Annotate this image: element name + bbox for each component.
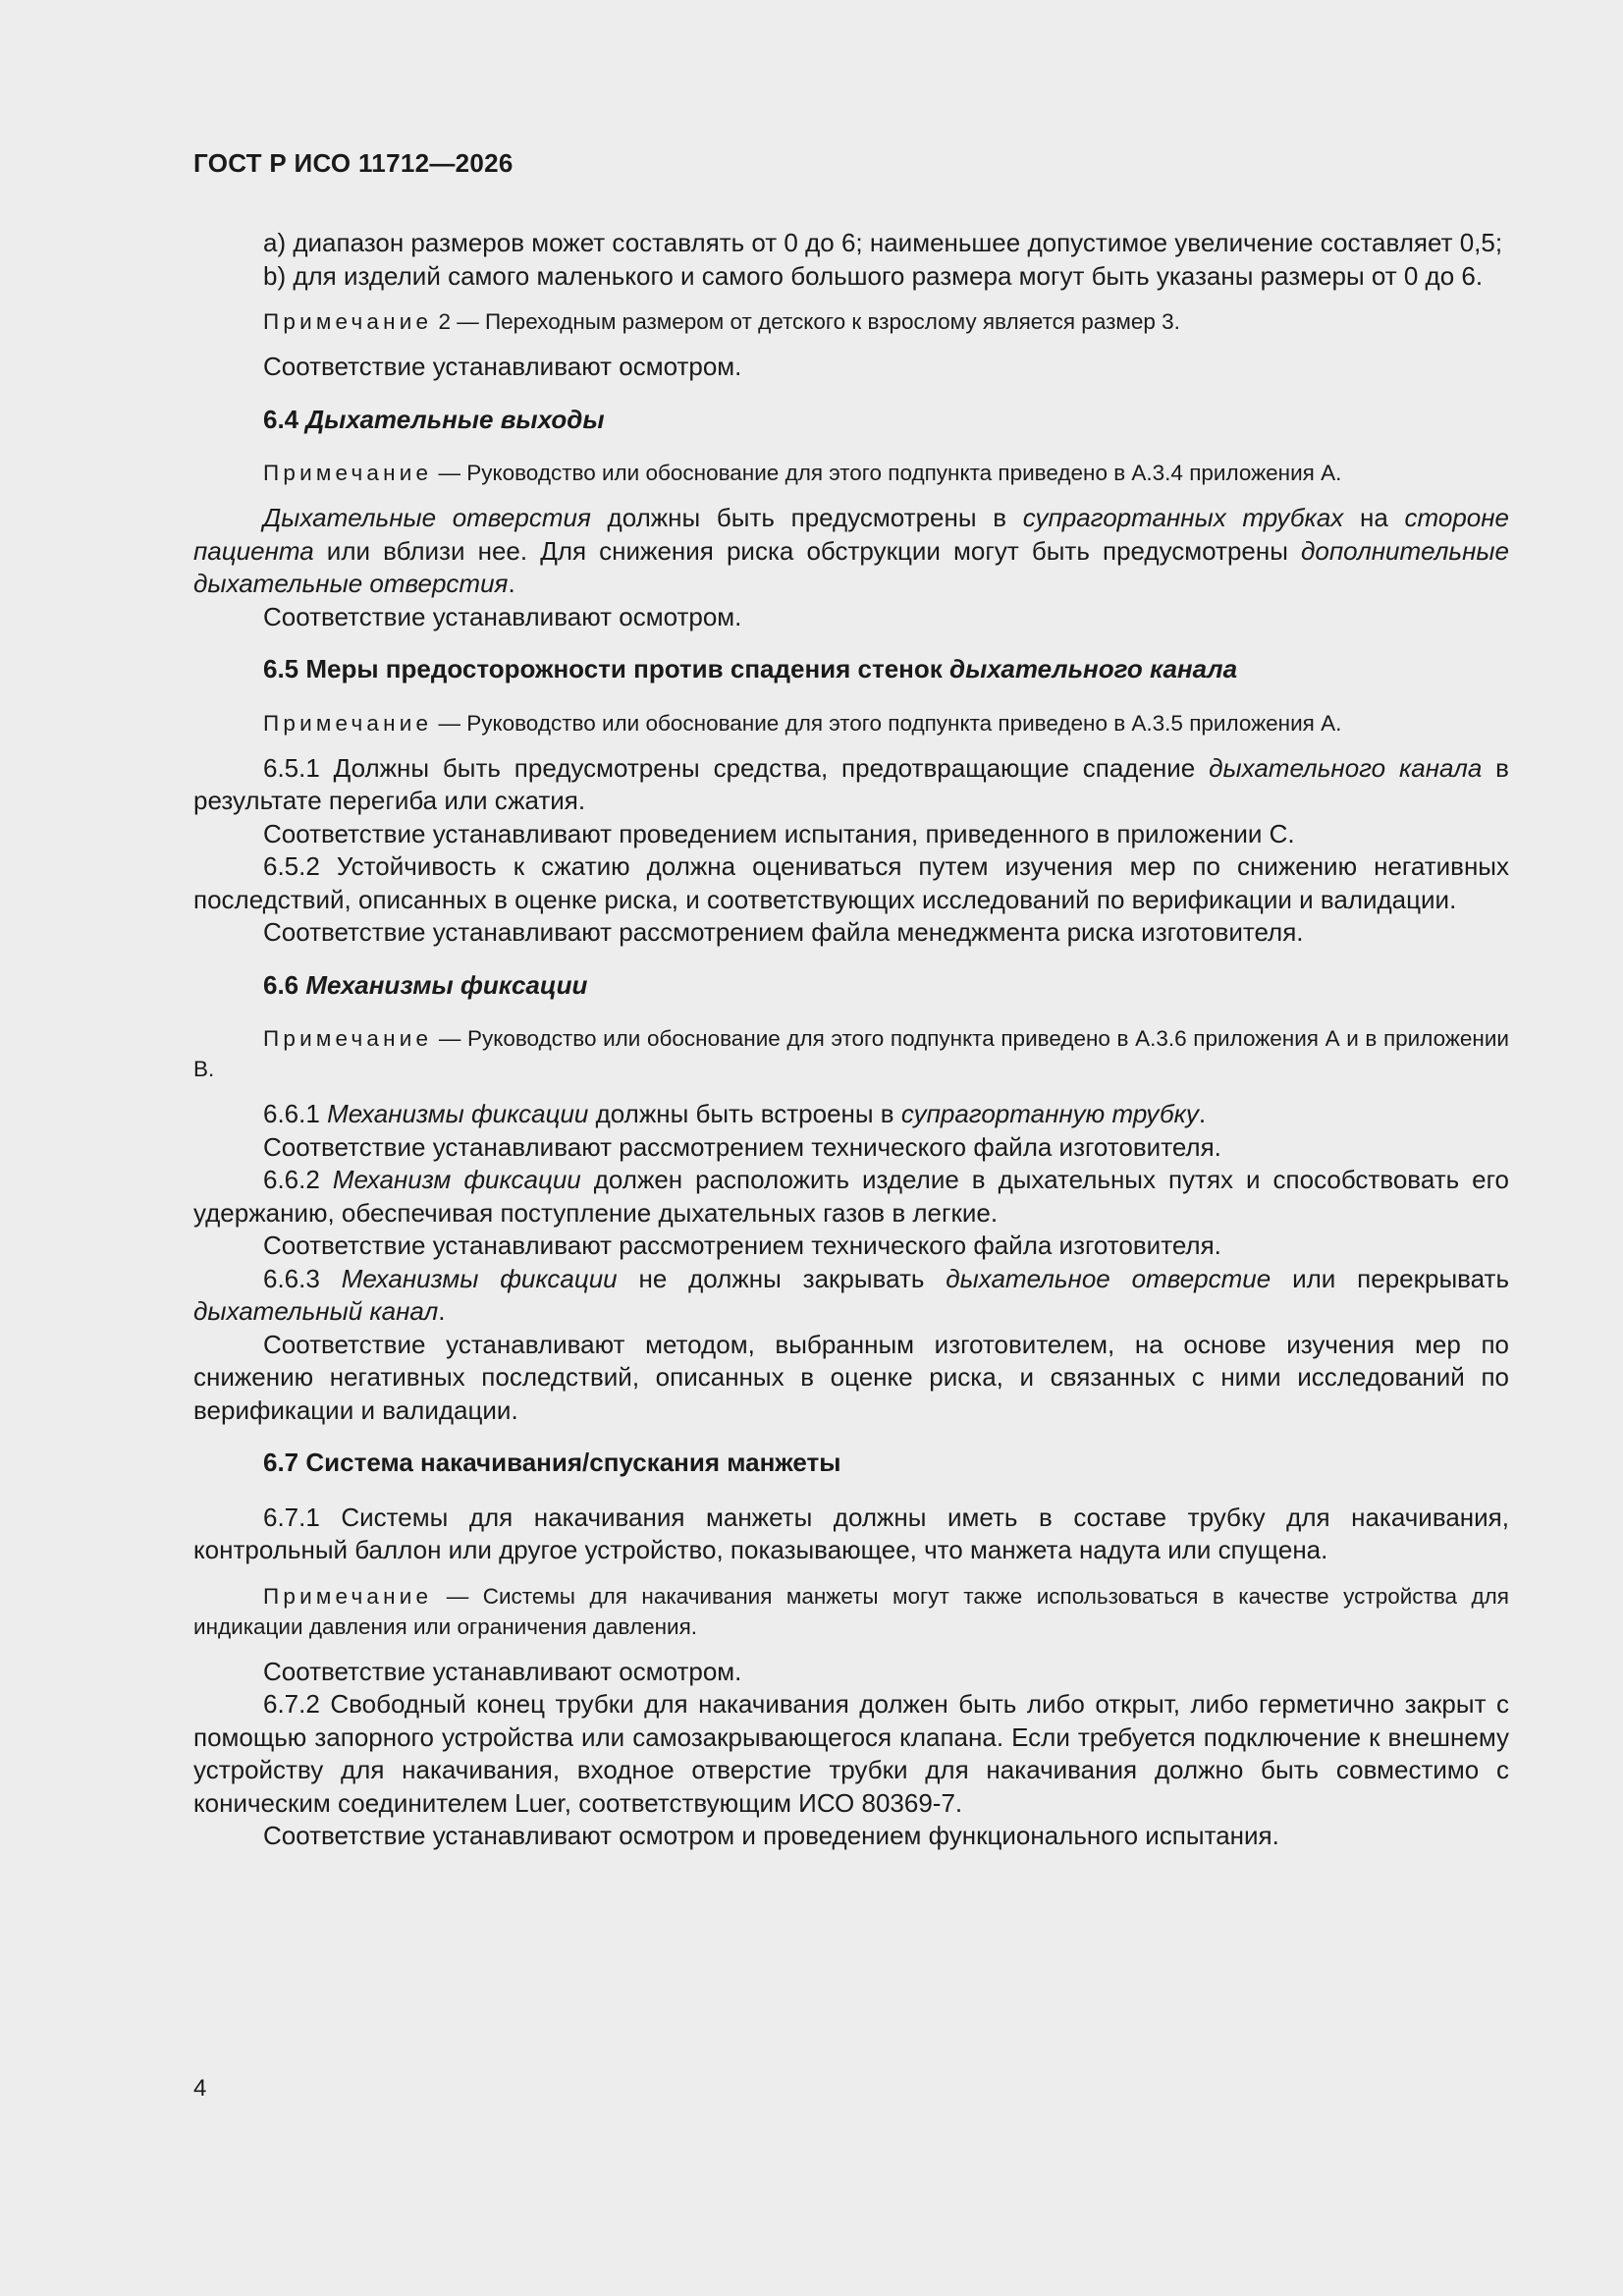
text-run: на	[1343, 503, 1405, 532]
note-6-5	[193, 708, 1509, 738]
paragraph-6-4	[193, 502, 1509, 601]
compliance-text: Соответствие устанавливают проведением испытания, приведенного в приложении С.	[263, 818, 1295, 848]
term: дыхательного канала	[1209, 752, 1483, 783]
term: супрагортанных трубках	[1022, 503, 1344, 532]
compliance-text: Соответствие устанавливают осмотром и проведением функционального испытания.	[263, 1821, 1279, 1850]
note-text: — Руководство или обоснование для этого подпункта приведено в А.3.6 приложения А и в приложении В.	[193, 1026, 1509, 1081]
paragraph-6-7-2: 6.7.2 Свободный конец трубки для накачивания должен быть либо открыт, либо герметично закрыт с помощью запорного устройства или самозакрывающегося клапана. Если требуется подключение к внешнему устройству для накачивания, входное отверстие трубки для накачивания должно быть совместимо с коническим соединителем Luer, соответствующим ИСО 80369-7.	[193, 1689, 1509, 1818]
text-run: не должны закрывать	[617, 1263, 947, 1293]
note-6-4	[193, 458, 1509, 488]
term: стороне пациента	[193, 503, 1510, 566]
note-text: — Руководство или обоснование для этого подпункта приведено в А.3.5 приложения А.	[432, 710, 1342, 736]
note-label: Примечание	[263, 710, 433, 736]
paragraph-6-6-3	[193, 1263, 1509, 1329]
term: Механизмы фиксации	[327, 1099, 589, 1128]
term: дополнительные дыхательные отверстия	[193, 535, 1509, 598]
text-run: должны быть встроены в	[588, 1099, 901, 1128]
paragraph-6-5-1	[193, 752, 1509, 818]
text-run: или вблизи нее. Для снижения риска обструкции могут быть предусмотрены	[313, 535, 1302, 566]
section-title: Дыхательные выходы	[305, 404, 605, 434]
paragraph-6-7-1: 6.7.1 Системы для накачивания манжеты должны иметь в составе трубку для накачивания, контрольный баллон или другое устройство, показывающее, что манжета надута или спущена.	[193, 1502, 1509, 1564]
paragraph-6-6-1	[193, 1098, 1509, 1131]
text-run: .	[438, 1296, 446, 1326]
text-run: 6.6.3	[263, 1263, 342, 1293]
page-number: 4	[193, 2075, 207, 2102]
note-2	[193, 306, 1509, 337]
text-run: 6.6.1	[263, 1099, 328, 1128]
compliance-text: Соответствие устанавливают методом, выбранным изготовителем, на основе изучения мер по снижению негативных последствий, описанных в оценке риска, и связанных с ними исследований по верификации и валидации.	[193, 1329, 1509, 1425]
compliance-text: Соответствие устанавливают рассмотрением технического файла изготовителя.	[263, 1230, 1221, 1260]
section-title: Механизмы фиксации	[305, 969, 588, 1000]
text-run: должны быть предусмотрены в	[590, 503, 1023, 532]
text-run: 6.6.2	[263, 1165, 333, 1194]
document-body	[193, 227, 1509, 1853]
section-heading-6-4	[193, 404, 1509, 437]
compliance-text: Соответствие устанавливают осмотром.	[263, 352, 742, 381]
note-label: Примечание	[263, 1583, 433, 1609]
text-run: должен расположить изделие в дыхательных путях и способствовать его удержанию, обеспечивая поступление дыхательных газов в легкие.	[193, 1165, 1509, 1228]
text-run: .	[508, 569, 515, 598]
note-text: 2 — Переходным размером от детского к взрослому является размер 3.	[432, 309, 1180, 334]
term: Механизм фиксации	[332, 1165, 581, 1194]
term: Дыхательные отверстия	[263, 503, 591, 532]
note-6-6	[193, 1023, 1509, 1084]
term: дыхательное отверстие	[946, 1263, 1271, 1293]
compliance-text: Соответствие устанавливают осмотром.	[263, 601, 742, 631]
list-item-b: b) для изделий самого маленького и самого большого размера могут быть указаны размеры от 0 до 6.	[263, 260, 1484, 291]
section-heading-6-7: 6.7 Система накачивания/спускания манжеты	[263, 1448, 841, 1477]
section-number: 6.6	[263, 969, 306, 1000]
term: супрагортанную трубку	[900, 1099, 1199, 1128]
section-heading-6-6	[193, 969, 1509, 1003]
text-run: в результате перегиба или сжатия.	[193, 752, 1509, 815]
text-run: .	[1198, 1099, 1207, 1128]
compliance-text: Соответствие устанавливают рассмотрением файла менеджмента риска изготовителя.	[263, 917, 1304, 947]
note-label: Примечание	[263, 461, 433, 485]
compliance-text: Соответствие устанавливают рассмотрением технического файла изготовителя.	[263, 1131, 1221, 1162]
paragraph-6-5-2: 6.5.2 Устойчивость к сжатию должна оцениваться путем изучения мер по снижению негативных последствий, описанных в оценке риска, и соответствующих исследований по верификации и валидации.	[193, 851, 1509, 914]
note-text: — Системы для накачивания манжеты могут также использоваться в качестве устройства для индикации давления или ограничения давления.	[193, 1583, 1509, 1639]
section-heading-6-5	[193, 653, 1509, 686]
document-header: ГОСТ Р ИСО 11712—2026	[193, 148, 514, 178]
note-text: — Руководство или обоснование для этого подпункта приведено в А.3.4 приложения А.	[432, 461, 1342, 485]
section-title: 6.5 Меры предосторожности против спадения стенок	[263, 654, 950, 683]
term: Механизмы фиксации	[341, 1263, 618, 1293]
note-label: Примечание	[263, 309, 433, 334]
text-run: 6.5.1 Должны быть предусмотрены средства, предотвращающие спадение	[263, 752, 1210, 783]
note-label: Примечание	[263, 1026, 433, 1051]
text-run: или перекрывать	[1271, 1263, 1509, 1293]
section-number: 6.4	[263, 404, 306, 434]
term: дыхательный канал	[193, 1296, 439, 1326]
list-item-a: a) диапазон размеров может составлять от 0 до 6; наименьшее допустимое увеличение составляет 0,5;	[263, 228, 1503, 257]
section-title-term: дыхательного канала	[949, 654, 1238, 683]
note-6-7	[193, 1581, 1509, 1642]
paragraph-6-6-2	[193, 1164, 1509, 1230]
compliance-text: Соответствие устанавливают осмотром.	[263, 1656, 742, 1686]
